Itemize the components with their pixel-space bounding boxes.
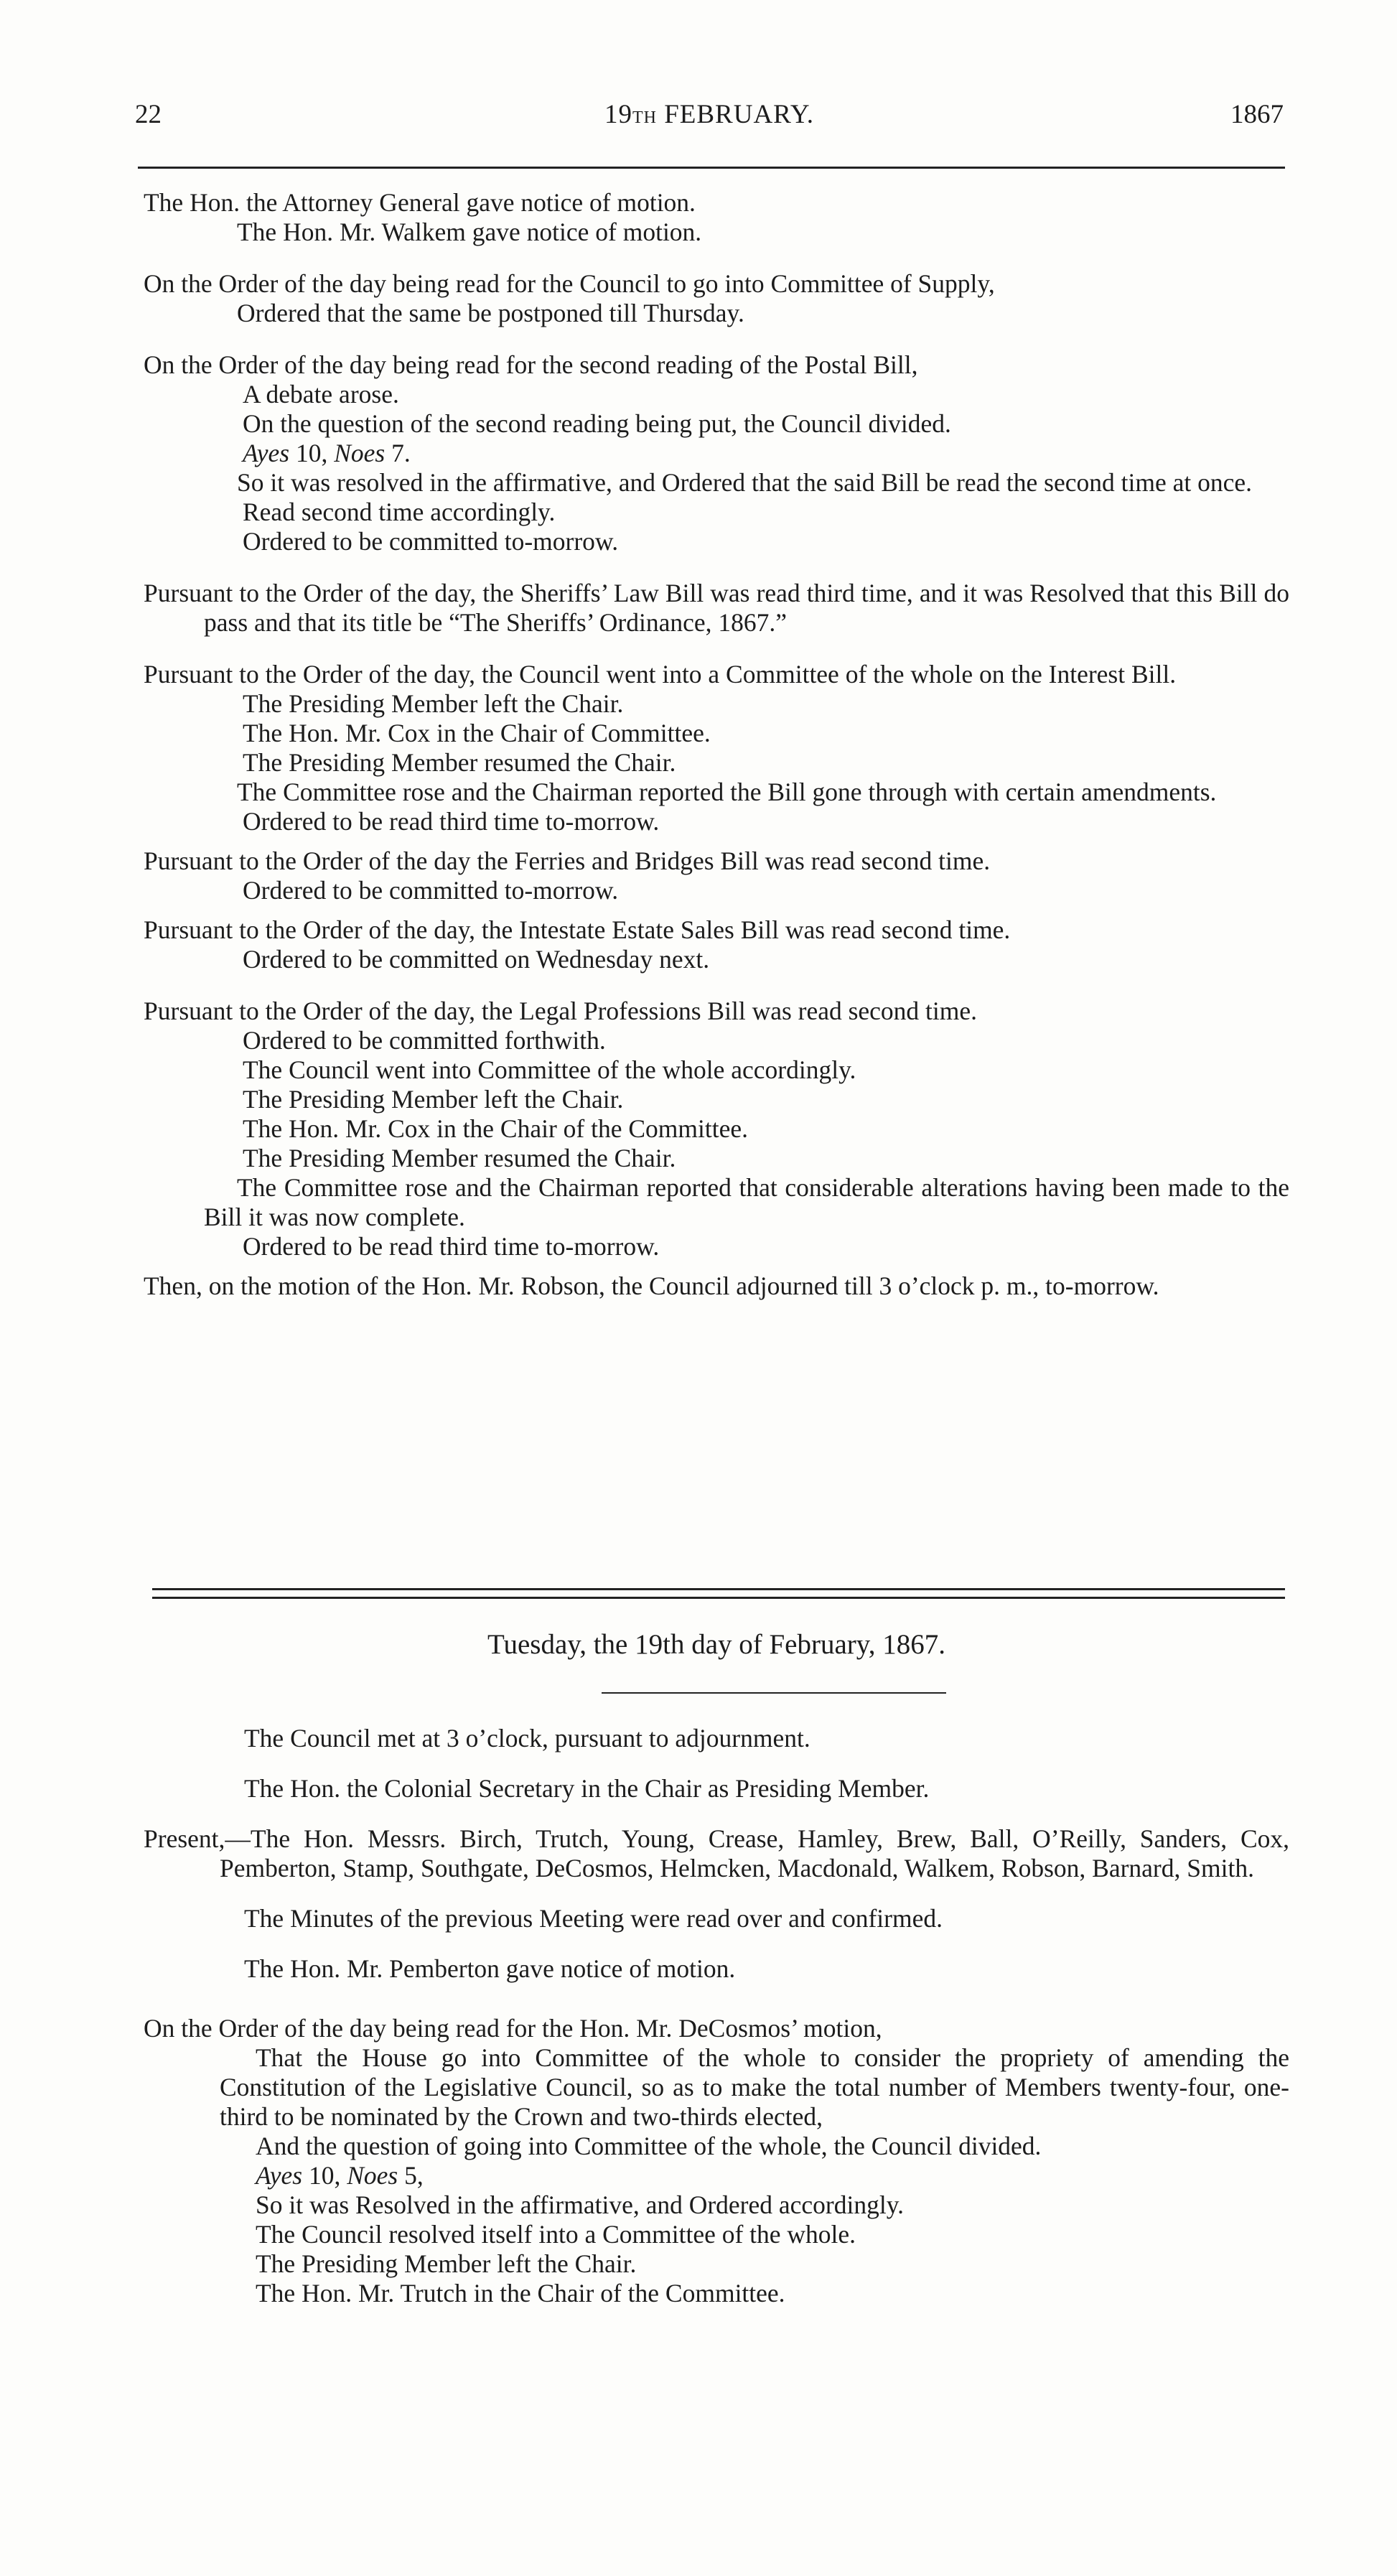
postal-noes-label: Noes bbox=[334, 439, 386, 467]
decosmos-noes-label: Noes bbox=[347, 2161, 398, 2190]
decosmos-noes-count: 5, bbox=[398, 2161, 424, 2190]
postal-ayes-label: Ayes bbox=[243, 439, 290, 467]
intestate-committed: Ordered to be committed on Wednesday next. bbox=[243, 945, 710, 974]
notices-block bbox=[144, 188, 1289, 247]
ferries-committed: Ordered to be committed to-morrow. bbox=[243, 876, 619, 905]
decosmos-order: On the Order of the day being read for the Hon. Mr. DeCosmos’ motion, bbox=[144, 2014, 882, 2043]
decosmos-ayes-label: Ayes bbox=[256, 2161, 303, 2190]
intestate-bill-block bbox=[144, 915, 1289, 974]
interest-report: The Committee rose and the Chairman reported the Bill gone through with certain amendments. bbox=[237, 778, 1217, 806]
notice-attorney-general: The Hon. the Attorney General gave notice of motion. bbox=[144, 188, 696, 217]
page-year: 1867 bbox=[1230, 100, 1284, 129]
date-underline bbox=[602, 1692, 946, 1694]
minutes-confirmed: The Minutes of the previous Meeting were read over and confirmed. bbox=[244, 1904, 943, 1933]
proceedings-part-2 bbox=[144, 1703, 1289, 2308]
ferries-read: Pursuant to the Order of the day the Ferries and Bridges Bill was read second time. bbox=[144, 846, 991, 875]
supply-order: On the Order of the day being read for the Council to go into Committee of Supply, bbox=[144, 269, 995, 298]
postal-order: On the Order of the day being read for the second reading of the Postal Bill, bbox=[144, 350, 918, 379]
page-header bbox=[135, 99, 1284, 135]
title-month: FEBRUARY. bbox=[656, 100, 815, 129]
postal-debate: A debate arose. bbox=[243, 380, 399, 409]
adjournment-block bbox=[144, 1271, 1289, 1301]
interest-resumed: The Presiding Member resumed the Chair. bbox=[243, 748, 676, 777]
title-ordinal: TH bbox=[632, 108, 657, 127]
section-double-rule bbox=[152, 1588, 1285, 1599]
presiding-member: The Hon. the Colonial Secretary in the Chair as Presiding Member. bbox=[244, 1774, 930, 1803]
supply-postponed: Ordered that the same be postponed till Thursday. bbox=[237, 299, 744, 327]
postal-bill-block bbox=[144, 350, 1289, 556]
intestate-read: Pursuant to the Order of the day, the Intestate Estate Sales Bill was read second time. bbox=[144, 915, 1011, 944]
decosmos-division bbox=[144, 2161, 1289, 2190]
page-number: 22 bbox=[135, 100, 162, 129]
interest-order: Pursuant to the Order of the day, the Council went into a Committee of the whole on the Interest Bill. bbox=[144, 660, 1177, 689]
header-rule bbox=[138, 167, 1285, 169]
legal-professions-block bbox=[144, 997, 1289, 1261]
page-title bbox=[135, 99, 1284, 130]
legal-committed: Ordered to be committed forthwith. bbox=[243, 1026, 606, 1055]
decosmos-trutch-chair: The Hon. Mr. Trutch in the Chair of the Committee. bbox=[256, 2279, 785, 2307]
legal-committee: The Council went into Committee of the whole accordingly. bbox=[243, 1055, 856, 1084]
pemberton-notice: The Hon. Mr. Pemberton gave notice of motion. bbox=[244, 1954, 736, 1983]
postal-read: Read second time accordingly. bbox=[243, 498, 556, 526]
members-present: Present,—The Hon. Messrs. Birch, Trutch, Young, Crease, Hamley, Brew, Ball, O’Reilly, Sanders, Cox, Pemberton, Stamp, Southgate, DeCosmos, Helmcken, Macdonald, Walkem, Robson, Barnard, Smith. bbox=[144, 1824, 1289, 1882]
sheriffs-resolution: Pursuant to the Order of the day, the Sheriffs’ Law Bill was read third time, and it was Resolved that this Bill do pass and that its title be “The Sheriffs’ Ordinance, 1867.” bbox=[144, 579, 1289, 637]
title-day: 19 bbox=[604, 100, 632, 129]
interest-third-reading: Ordered to be read third time to-morrow. bbox=[243, 807, 660, 836]
council-met: The Council met at 3 o’clock, pursuant to adjournment. bbox=[244, 1724, 810, 1753]
interest-bill-block bbox=[144, 660, 1289, 836]
decosmos-motion-text: That the House go into Committee of the whole to consider the propriety of amending the Constitution of the Legislative Council, so as to make the total number of Members twenty-four, one-third to be nominated by the Crown and two-thirds elected, bbox=[220, 2043, 1289, 2131]
adjournment: Then, on the motion of the Hon. Mr. Robson, the Council adjourned till 3 o’clock p. m., to-morrow. bbox=[144, 1271, 1159, 1300]
sitting-date-heading: Tuesday, the 19th day of February, 1867. bbox=[487, 1629, 945, 1660]
postal-committed: Ordered to be committed to-morrow. bbox=[243, 527, 619, 556]
postal-division bbox=[144, 439, 1289, 468]
postal-resolved: So it was resolved in the affirmative, and Ordered that the said Bill be read the second time at once. bbox=[237, 468, 1252, 497]
legal-third-reading: Ordered to be read third time to-morrow. bbox=[243, 1232, 660, 1261]
proceedings-part-1 bbox=[144, 188, 1289, 1301]
decosmos-ayes-count: 10, bbox=[302, 2161, 347, 2190]
decosmos-resolved: So it was Resolved in the affirmative, and Ordered accordingly. bbox=[256, 2190, 905, 2219]
decosmos-committee: The Council resolved itself into a Committee of the whole. bbox=[256, 2220, 856, 2249]
interest-left-chair: The Presiding Member left the Chair. bbox=[243, 689, 624, 718]
decosmos-motion-block bbox=[144, 2014, 1289, 2308]
legal-resumed: The Presiding Member resumed the Chair. bbox=[243, 1144, 676, 1172]
legal-read: Pursuant to the Order of the day, the Legal Professions Bill was read second time. bbox=[144, 997, 978, 1025]
postal-question: On the question of the second reading being put, the Council divided. bbox=[243, 409, 951, 438]
sheriffs-bill-block bbox=[144, 579, 1289, 638]
supply-block bbox=[144, 269, 1289, 328]
legal-left-chair: The Presiding Member left the Chair. bbox=[243, 1085, 624, 1114]
notice-walkem: The Hon. Mr. Walkem gave notice of motion. bbox=[237, 218, 702, 246]
postal-ayes-count: 10, bbox=[289, 439, 335, 467]
decosmos-division-question: And the question of going into Committee of the whole, the Council divided. bbox=[256, 2132, 1042, 2160]
postal-noes-count: 7. bbox=[385, 439, 411, 467]
ferries-bill-block bbox=[144, 846, 1289, 905]
interest-cox-chair: The Hon. Mr. Cox in the Chair of Committee. bbox=[243, 719, 711, 747]
decosmos-left-chair: The Presiding Member left the Chair. bbox=[256, 2249, 637, 2278]
legal-cox-chair: The Hon. Mr. Cox in the Chair of the Committee. bbox=[243, 1114, 748, 1143]
legal-report: The Committee rose and the Chairman reported that considerable alterations having been made to the Bill it was now complete. bbox=[204, 1173, 1289, 1231]
